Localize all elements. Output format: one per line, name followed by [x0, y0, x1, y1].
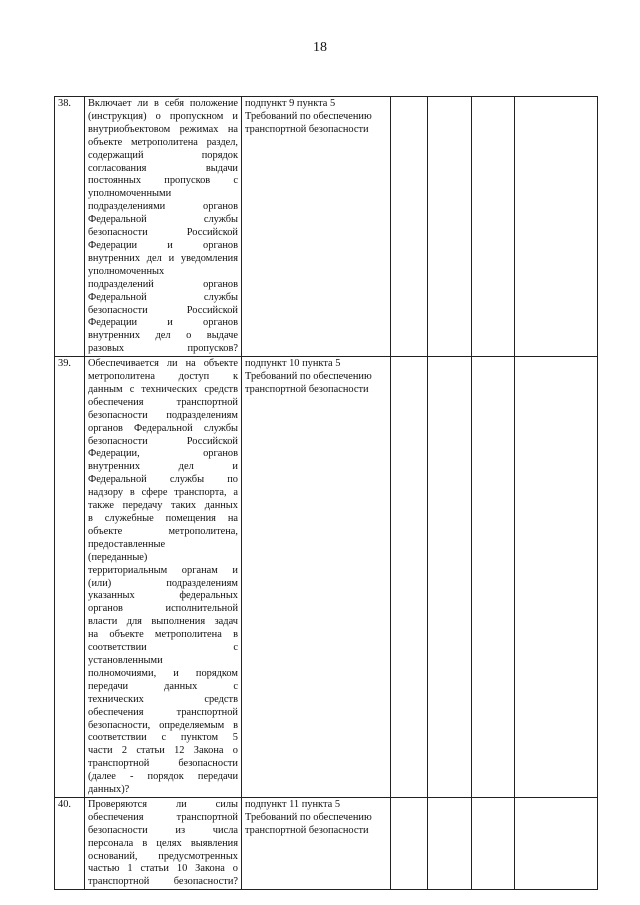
- notes-cell: [515, 97, 598, 357]
- row-number: 38.: [55, 97, 85, 357]
- notes-cell: [515, 797, 598, 889]
- question-text: Обеспечивается ли на объекте метрополитена доступ к данным с технических средств обеспечения транспортной безопасности подразделениям органов Федеральной службы безопасности Российской Федерации, органов внутренних дел и Федеральной службы по надзору в сфере транспорта, а также передачу таких данных в служебные помещения на объекте метрополитена, предоставленные (переданные) территориальным органам и (или) подразделениям указанных федеральных органов исполнительной власти для выполнения задач на объекте метрополитена в соответствии с установленными полномочиями, и порядком передачи данных с технических средств обеспечения транспортной безопасности, определяемым в соответствии с пунктом 5 части 2 статьи 12 Закона о транспортной безопасности (далее - порядок передачи данных)?: [85, 357, 242, 798]
- row-number: 40.: [55, 797, 85, 889]
- table-row: [55, 357, 598, 798]
- answer-cell-no: [428, 357, 472, 798]
- answer-cell-yes: [391, 357, 428, 798]
- reference-text: подпункт 9 пункта 5 Требований по обеспечению транспортной безопасности: [242, 97, 391, 357]
- table-row: [55, 797, 598, 889]
- row-number: 39.: [55, 357, 85, 798]
- requirements-checklist-table: [54, 96, 598, 890]
- answer-cell-na: [472, 97, 515, 357]
- reference-text: подпункт 11 пункта 5 Требований по обеспечению транспортной безопасности: [242, 797, 391, 889]
- question-text: Проверяются ли силы обеспечения транспортной безопасности из числа персонала в целях выявления оснований, предусмотренных частью 1 статьи 10 Закона о транспортной безопасности?: [85, 797, 242, 889]
- answer-cell-yes: [391, 97, 428, 357]
- answer-cell-yes: [391, 797, 428, 889]
- answer-cell-na: [472, 797, 515, 889]
- reference-text: подпункт 10 пункта 5 Требований по обеспечению транспортной безопасности: [242, 357, 391, 798]
- answer-cell-no: [428, 797, 472, 889]
- question-text: Включает ли в себя положение (инструкция) о пропускном и внутриобъектовом режимах на объекте метрополитена раздел, содержащий порядок согласования выдачи постоянных пропусков с уполномоченными подразделениями органов Федеральной службы безопасности Российской Федерации и органов внутренних дел и уведомления уполномоченных подразделений органов Федеральной службы безопасности Российской Федерации и органов внутренних дел о выдаче разовых пропусков?: [85, 97, 242, 357]
- answer-cell-no: [428, 97, 472, 357]
- page-number: 18: [313, 40, 327, 55]
- table-row: [55, 97, 598, 357]
- notes-cell: [515, 357, 598, 798]
- answer-cell-na: [472, 357, 515, 798]
